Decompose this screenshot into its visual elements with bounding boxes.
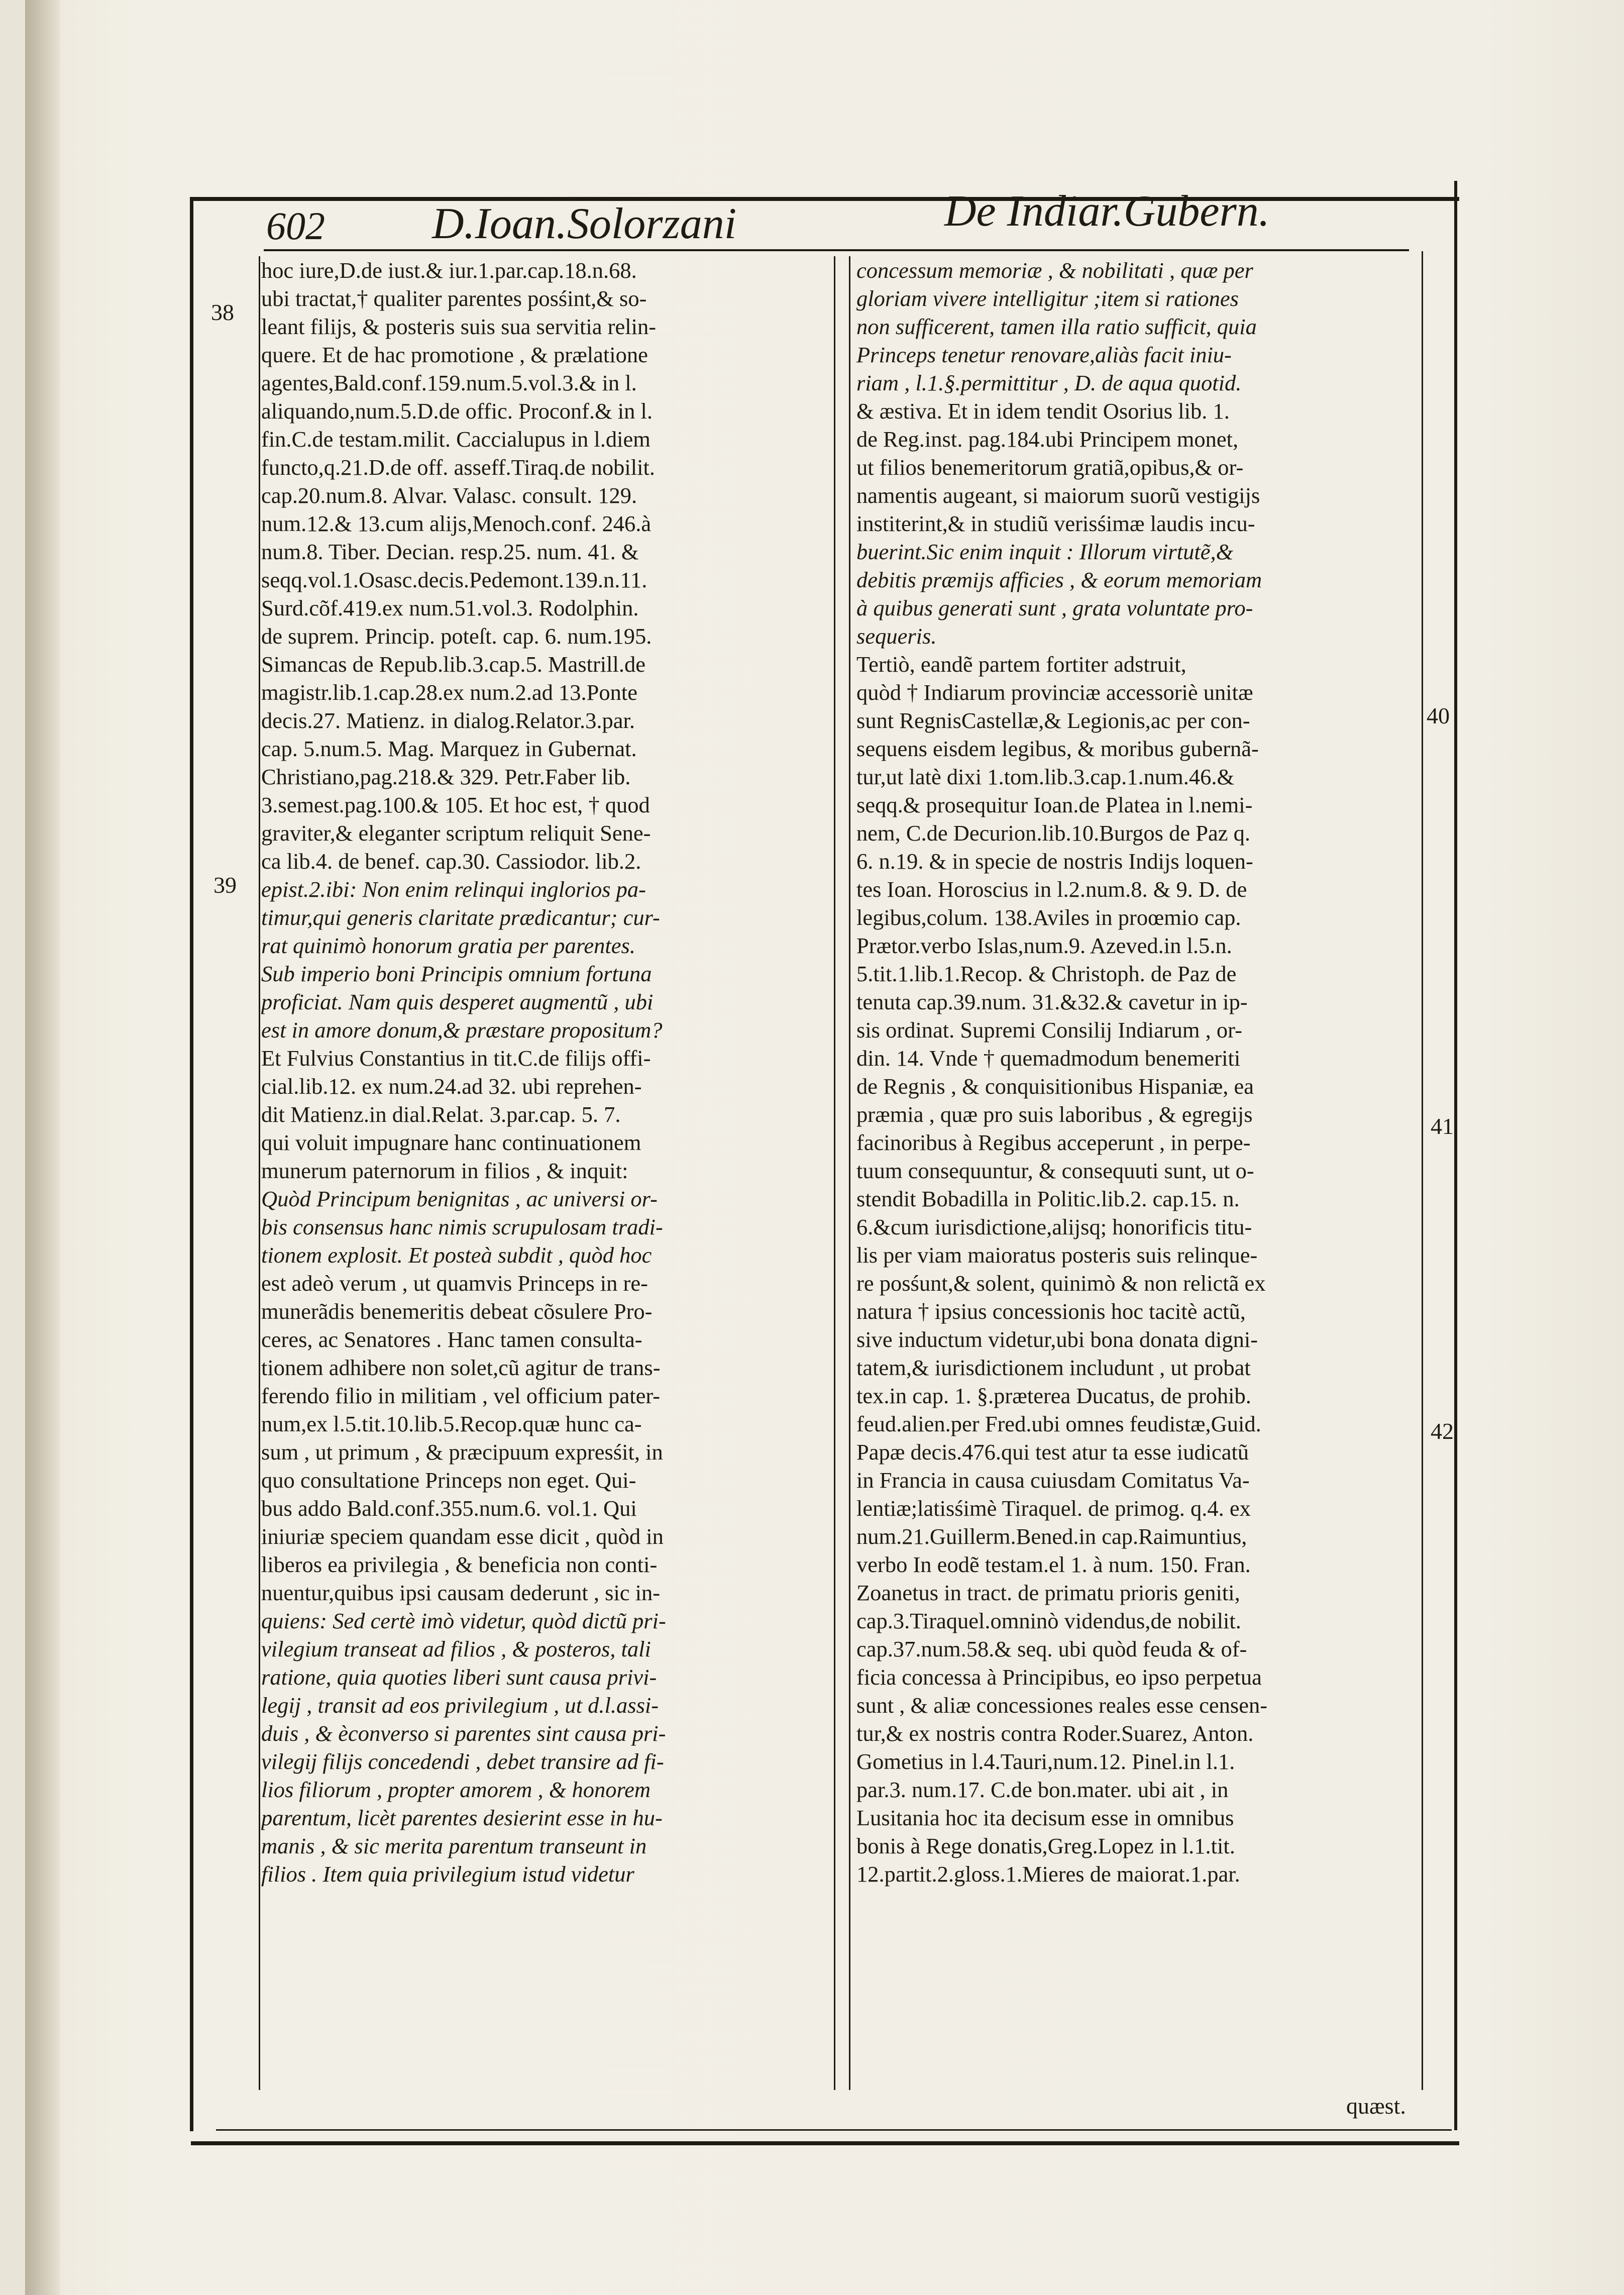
- right-column-line: seqq.& prosequitur Ioan.de Platea in l.nemi-: [856, 792, 1253, 817]
- right-column-line: tex.in cap. 1. §.præterea Ducatus, de prohib.: [856, 1383, 1251, 1408]
- running-head-author: D.Ioan.Solorzani: [432, 199, 737, 248]
- left-column-line: lios filiorum , propter amorem , & honorem: [261, 1777, 651, 1802]
- left-column-line: 3.semest.pag.100.& 105. Et hoc est, † quod: [261, 792, 650, 817]
- left-column-line: quere. Et de hac promotione , & prælatione: [261, 342, 648, 367]
- right-column-line: num.21.Guillerm.Bened.in cap.Raimuntius,: [856, 1524, 1247, 1549]
- column-separator-rule-2: [849, 256, 850, 2090]
- left-column-line: decis.27. Matienz. in dialog.Relator.3.par.: [261, 708, 635, 733]
- left-column-line: Sub imperio boni Principis omnium fortuna: [261, 961, 652, 986]
- right-column-line: cap.3.Tiraquel.omninò videndus,de nobilit.: [856, 1608, 1241, 1633]
- left-column-line: epist.2.ibi: Non enim relinqui inglorios pa-: [261, 877, 646, 902]
- header-rule: [264, 249, 1409, 251]
- right-column-line: sis ordinat. Supremi Consilij Indiarum , or-: [856, 1017, 1242, 1042]
- right-column-line: sequens eisdem legibus, & moribus gubernã-: [856, 736, 1259, 761]
- left-column-line: seqq.vol.1.Osasc.decis.Pedemont.139.n.11.: [261, 567, 647, 592]
- left-column-line: Simancas de Repub.lib.3.cap.5. Mastrill.de: [261, 652, 645, 677]
- catchword: quæst.: [1346, 2093, 1406, 2119]
- right-column-line: re posśunt,& solent, quinimò & non relictã ex: [856, 1271, 1266, 1296]
- right-column-line: bonis à Rege donatis,Greg.Lopez in l.1.tit.: [856, 1833, 1235, 1858]
- left-column-line: Christiano,pag.218.& 329. Petr.Faber lib.: [261, 764, 631, 789]
- left-column-line: aliquando,num.5.D.de offic. Proconf.& in l.: [261, 398, 653, 424]
- left-column-line: quiens: Sed certè imò videtur, quòd dictũ pri-: [261, 1608, 666, 1633]
- left-column-line: manis , & sic merita parentum transeunt in: [261, 1833, 647, 1858]
- right-column-line: tatem,& iurisdictionem includunt , ut probat: [856, 1355, 1251, 1380]
- left-column-line: vilegium transeat ad filios , & posteros, tali: [261, 1636, 651, 1661]
- left-column-line: timur,qui generis claritate prædicantur; cur-: [261, 905, 660, 930]
- left-column-line: num.8. Tiber. Decian. resp.25. num. 41. &: [261, 539, 639, 564]
- right-column-line: concessum memoriæ , & nobilitati , quæ per: [856, 258, 1253, 283]
- left-column-line: agentes,Bald.conf.159.num.5.vol.3.& in l.: [261, 370, 637, 395]
- left-column-line: dit Matienz.in dial.Relat. 3.par.cap. 5. 7.: [261, 1102, 621, 1127]
- left-column-rule: [259, 256, 260, 2090]
- page-gutter: [25, 0, 60, 2295]
- right-column-line: & æstiva. Et in idem tendit Osorius lib. 1.: [856, 398, 1230, 424]
- right-column-line: facinoribus à Regibus acceperunt , in perpe-: [856, 1130, 1251, 1155]
- right-column-line: institerint,& in studiũ verisśimæ laudis incu-: [856, 511, 1255, 536]
- left-column-line: leant filijs, & posteris suis sua servitia relin-: [261, 314, 657, 339]
- left-column-line: proficiat. Nam quis desperet augmentũ , ubi: [261, 989, 654, 1014]
- left-column-line: magistr.lib.1.cap.28.ex num.2.ad 13.Ponte: [261, 680, 637, 705]
- margin-number-41: 41: [1431, 1113, 1454, 1139]
- right-column-line: sunt , & aliæ concessiones reales esse censen-: [856, 1693, 1268, 1718]
- right-column-line: din. 14. Vnde † quemadmodum benemeriti: [856, 1046, 1241, 1071]
- running-head-title: De Indiar.Gubern.: [944, 187, 1270, 236]
- right-column-line: à quibus generati sunt , grata voluntate pro-: [856, 595, 1253, 620]
- left-column-line: legij , transit ad eos privilegium , ut d.l.assi-: [261, 1693, 659, 1718]
- left-column-line: cial.lib.12. ex num.24.ad 32. ubi reprehen-: [261, 1074, 642, 1099]
- right-column-line: sunt RegnisCastellæ,& Legionis,ac per con-: [856, 708, 1250, 733]
- right-column-line: ficia concessa à Principibus, eo ipso perpetua: [856, 1664, 1262, 1690]
- left-column-line: cap. 5.num.5. Mag. Marquez in Gubernat.: [261, 736, 637, 761]
- right-column-line: lis per viam maioratus posteris suis relinque-: [856, 1242, 1258, 1268]
- left-column-line: num,ex l.5.tit.10.lib.5.Recop.quæ hunc ca-: [261, 1411, 642, 1436]
- right-column-line: riam , l.1.§.permittitur , D. de aqua quotid.: [856, 370, 1242, 395]
- left-column-line: qui voluit impugnare hanc continuationem: [261, 1130, 641, 1155]
- left-column-line: munerãdis benemeritis debeat cõsulere Pro-: [261, 1299, 653, 1324]
- left-column-line: fin.C.de testam.milit. Caccialupus in l.diem: [261, 427, 651, 452]
- left-column-line: est in amore donum,& præstare propositum?: [261, 1017, 663, 1042]
- right-column-line: quòd † Indiarum provinciæ accessoriè unitæ: [856, 680, 1253, 705]
- right-column-line: Prætor.verbo Islas,num.9. Azeved.in l.5.n.: [856, 933, 1232, 958]
- left-text-column: [261, 256, 829, 2090]
- left-column-line: ferendo filio in militiam , vel officium pater-: [261, 1383, 661, 1408]
- right-column-line: verbo In eodẽ testam.el 1. à num. 150. Fran.: [856, 1552, 1251, 1577]
- margin-number-42: 42: [1431, 1418, 1454, 1444]
- right-column-line: præmia , quæ pro suis laboribus , & egregijs: [856, 1102, 1253, 1127]
- frame-bottom-rule: [191, 2141, 1459, 2145]
- right-column-line: Gometius in l.4.Tauri,num.12. Pinel.in l.1.: [856, 1749, 1235, 1774]
- left-column-line: vilegij filijs concedendi , debet transire ad fi-: [261, 1749, 664, 1774]
- right-column-line: tuum consequuntur, & consequuti sunt, ut o-: [856, 1158, 1254, 1183]
- right-column-line: 6. n.19. & in specie de nostris Indijs loquen-: [856, 849, 1253, 874]
- right-column-line: nem, C.de Decurion.lib.10.Burgos de Paz q.: [856, 820, 1250, 846]
- left-column-line: cap.20.num.8. Alvar. Valasc. consult. 129.: [261, 483, 637, 508]
- left-column-line: Quòd Principum benignitas , ac universi or-: [261, 1186, 658, 1211]
- left-column-line: functo,q.21.D.de off. asseff.Tiraq.de nobilit.: [261, 455, 656, 480]
- left-column-line: bus addo Bald.conf.355.num.6. vol.1. Qui: [261, 1496, 637, 1521]
- left-column-line: iniuriæ speciem quandam esse dicit , quòd in: [261, 1524, 664, 1549]
- right-column-line: buerint.Sic enim inquit : Illorum virtutẽ,&: [856, 539, 1234, 564]
- right-text-column: [856, 256, 1414, 2090]
- right-column-line: 5.tit.1.lib.1.Recop. & Christoph. de Paz de: [856, 961, 1237, 986]
- right-column-line: 12.partit.2.gloss.1.Mieres de maiorat.1.par.: [856, 1861, 1240, 1887]
- frame-right-rule: [1454, 181, 1457, 2130]
- left-column-line: quo consultatione Princeps non eget. Qui-: [261, 1468, 636, 1493]
- right-column-line: ut filios benemeritorum gratiã,opibus,& or-: [856, 455, 1244, 480]
- margin-number-40: 40: [1427, 703, 1450, 728]
- right-column-line: Tertiò, eandẽ partem fortiter adstruit,: [856, 652, 1186, 677]
- left-column-line: num.12.& 13.cum alijs,Menoch.conf. 246.à: [261, 511, 652, 536]
- left-column-line: ratione, quia quoties liberi sunt causa privi-: [261, 1664, 657, 1690]
- right-column-line: Papæ decis.476.qui test atur ta esse iudicatũ: [856, 1439, 1249, 1465]
- right-column-line: cap.37.num.58.& seq. ubi quòd feuda & of-: [856, 1636, 1247, 1661]
- right-column-line: tur,& ex nostris contra Roder.Suarez, Anton.: [856, 1721, 1254, 1746]
- right-column-line: tenuta cap.39.num. 31.&32.& cavetur in ip-: [856, 989, 1248, 1014]
- left-column-line: parentum, licèt parentes desierint esse in hu-: [261, 1805, 663, 1830]
- right-column-line: namentis augeant, si maiorum suorũ vestigijs: [856, 483, 1260, 508]
- right-column-line: gloriam vivere intelligitur ;item si rationes: [856, 286, 1239, 311]
- left-column-line: est adeò verum , ut quamvis Princeps in re-: [261, 1271, 648, 1296]
- right-column-line: de Regnis , & conquisitionibus Hispaniæ, ea: [856, 1074, 1254, 1099]
- left-column-line: duis , & èconverso si parentes sint causa pri-: [261, 1721, 666, 1746]
- right-column-line: sequeris.: [856, 623, 937, 649]
- left-column-line: Surd.cõf.419.ex num.51.vol.3. Rodolphin.: [261, 595, 639, 620]
- right-column-line: tes Ioan. Horoscius in l.2.num.8. & 9. D. de: [856, 877, 1247, 902]
- right-column-line: stendit Bobadilla in Politic.lib.2. cap.15. n.: [856, 1186, 1240, 1211]
- right-column-line: natura † ipsius concessionis hoc tacitè actũ,: [856, 1299, 1246, 1324]
- column-separator-rule: [834, 256, 835, 2090]
- left-column-line: ubi tractat,† qualiter parentes posśint,& so-: [261, 286, 647, 311]
- left-column-line: nuentur,quibus ipsi causam dederunt , sic in-: [261, 1580, 661, 1605]
- right-column-line: de Reg.inst. pag.184.ubi Principem monet,: [856, 427, 1239, 452]
- right-column-line: non sufficerent, tamen illa ratio sufficit, quia: [856, 314, 1257, 339]
- margin-number-38: 38: [211, 299, 234, 325]
- right-column-line: legibus,colum. 138.Aviles in proœmio cap.: [856, 905, 1241, 930]
- left-column-line: Et Fulvius Constantius in tit.C.de filijs offi-: [261, 1046, 651, 1071]
- right-column-line: sive inductum videtur,ubi bona donata digni-: [856, 1327, 1258, 1352]
- right-column-line: debitis præmijs afficies , & eorum memoriam: [856, 567, 1262, 592]
- right-column-line: lentiæ;latisśimè Tiraquel. de primog. q.4. ex: [856, 1496, 1251, 1521]
- right-column-line: Zoanetus in tract. de primatu prioris geniti,: [856, 1580, 1240, 1605]
- left-column-line: hoc iure,D.de iust.& iur.1.par.cap.18.n.68.: [261, 258, 637, 283]
- right-column-line: tur,ut latè dixi 1.tom.lib.3.cap.1.num.46.&: [856, 764, 1235, 789]
- right-column-line: 6.&cum iurisdictione,alijsq; honorificis titu-: [856, 1214, 1252, 1239]
- left-column-line: filios . Item quia privilegium istud videtur: [261, 1861, 634, 1887]
- right-column-line: Lusitania hoc ita decisum esse in omnibus: [856, 1805, 1234, 1830]
- left-column-line: bis consensus hanc nimis scrupulosam tradi-: [261, 1214, 663, 1239]
- left-column-line: rat quinimò honorum gratia per parentes.: [261, 933, 635, 958]
- frame-bottom-inner-rule: [216, 2129, 1452, 2131]
- left-column-line: munerum paternorum in filios , & inquit:: [261, 1158, 628, 1183]
- left-column-line: tionem adhibere non solet,cũ agitur de trans-: [261, 1355, 661, 1380]
- frame-left-rule: [190, 197, 193, 2131]
- right-column-line: Princeps tenetur renovare,aliàs facit iniu-: [856, 342, 1232, 367]
- left-column-line: tionem explosit. Et posteà subdit , quòd hoc: [261, 1242, 652, 1268]
- right-column-line: par.3. num.17. C.de bon.mater. ubi ait , in: [856, 1777, 1229, 1802]
- right-column-line: feud.alien.per Fred.ubi omnes feudistæ,Guid.: [856, 1411, 1261, 1436]
- right-column-line: in Francia in causa cuiusdam Comitatus Va-: [856, 1468, 1250, 1493]
- left-column-line: graviter,& eleganter scriptum reliquit Sene-: [261, 820, 651, 846]
- right-column-rule: [1422, 251, 1423, 2090]
- left-column-line: ca lib.4. de benef. cap.30. Cassiodor. lib.2.: [261, 849, 641, 874]
- margin-number-39: 39: [213, 872, 237, 898]
- left-column-line: de suprem. Princip. poteſt. cap. 6. num.195.: [261, 623, 652, 649]
- left-column-line: ceres, ac Senatores . Hanc tamen consulta-: [261, 1327, 642, 1352]
- page-number: 602: [266, 204, 325, 248]
- left-column-line: sum , ut primum , & præcipuum expresśit, in: [261, 1439, 663, 1465]
- left-column-line: liberos ea privilegia , & beneficia non conti-: [261, 1552, 658, 1577]
